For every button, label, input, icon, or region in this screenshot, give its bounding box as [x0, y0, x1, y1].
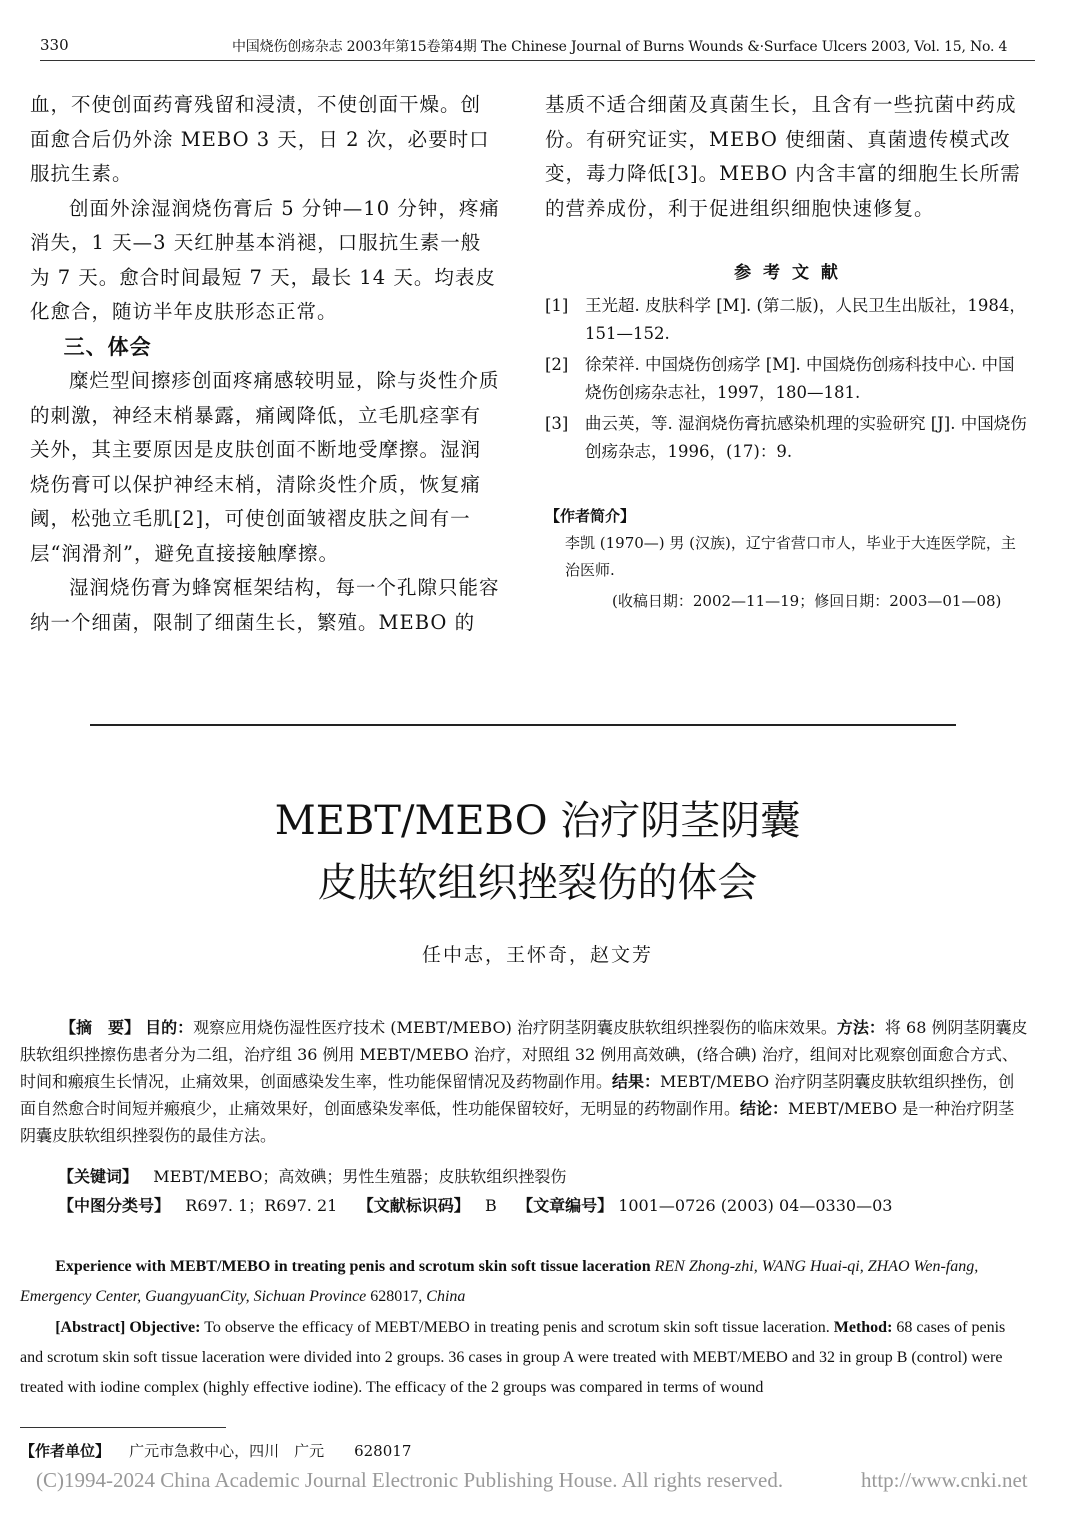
right-column — [545, 88, 1030, 226]
running-title: 中国烧伤创疡杂志 2003年第15卷第4期 The Chinese Journal of Burns Wounds &·Surface Ulcers 2003, Vol. 15, No. 4 — [232, 39, 1008, 55]
keywords-line — [58, 1163, 566, 1190]
reference-text: 王光超. 皮肤科学 [M]. (第二版)，人民卫生出版社，1984，151—152. — [585, 296, 1026, 343]
left-paragraph-4: 湿润烧伤膏为蜂窝框架结构，每一个孔隙只能容纳一个细菌，限制了细菌生长，繁殖。MEBO 的 — [30, 576, 500, 634]
cnki-link[interactable]: http://www.cnki.net — [861, 1468, 1028, 1492]
left-paragraph-1: 血，不使创面药膏残留和浸渍，不使创面干燥。创面愈合后仍外涂 MEBO 3 天，日 2 次，必要时口服抗生素。 — [30, 93, 490, 185]
article-no-value: 1001—0726 (2003) 04—0330—03 — [618, 1196, 893, 1215]
received-date: (收稿日期：2002—11—19；修回日期：2003—01—08) — [612, 592, 1002, 610]
doc-code-label: 【文献标识码】 — [357, 1196, 470, 1215]
reference-text: 徐荣祥. 中国烧伤创疡学 [M]. 中国烧伤创疡科技中心. 中国烧伤创疡杂志社，1997，180—181. — [585, 355, 1015, 402]
header-rule — [40, 60, 1035, 61]
english-postcode: 628017, — [370, 1288, 423, 1305]
english-objective-label: Objective: — [129, 1319, 201, 1336]
section-heading: 三、体会 — [63, 334, 152, 359]
english-abstract-label: [Abstract] — [55, 1319, 126, 1336]
keywords: MEBT/MEBO；高效碘；男性生殖器；皮肤软组织挫裂伤 — [153, 1167, 567, 1186]
reference-number: [3] — [545, 414, 569, 433]
page-number: 330 — [40, 36, 69, 54]
english-objective: To observe the efficacy of MEBT/MEBO in treating penis and scrotum skin soft tissue laceration. — [204, 1319, 830, 1336]
left-paragraph-2: 创面外涂湿润烧伤膏后 5 分钟—10 分钟，疼痛消失，1 天—3 天红肿基本消褪，口服抗生素一般为 7 天。愈合时间最短 7 天，最长 14 天。均表皮化愈合，随访半年皮肤形态正常。 — [30, 196, 500, 323]
reference-number: [2] — [545, 355, 569, 374]
reference-text: 曲云英，等. 湿润烧伤膏抗感染机理的实验研究 [J]. 中国烧伤创疡杂志，1996，(17)：9. — [585, 414, 1027, 461]
reference-number: [1] — [545, 296, 569, 315]
left-column — [30, 88, 500, 640]
reference-item — [545, 410, 1030, 466]
english-title-block — [20, 1252, 1030, 1312]
keywords-label: 【关键词】 — [58, 1167, 139, 1186]
chinese-abstract — [20, 1014, 1030, 1149]
article-title-line-1: MEBT/MEBO 治疗阴茎阴囊 — [274, 798, 801, 844]
article-title-line-2: 皮肤软组织挫裂伤的体会 — [317, 860, 758, 906]
doc-code-value: B — [484, 1196, 497, 1215]
left-paragraph-3: 糜烂型间擦疹创面疼痛感较明显，除与炎性介质的刺激，神经末梢暴露，痛阈降低，立毛肌痉挛有关外，其主要原因是皮肤创面不断地受摩擦。湿润烧伤膏可以保护神经末梢，清除炎性介质，恢复痛阈，松弛立毛肌[2]，可使创面皱褶皮肤之间有一层“润滑剂”，避免直接接触摩擦。 — [30, 369, 500, 565]
footnote-rule — [20, 1427, 226, 1428]
affiliation-line — [20, 1440, 411, 1461]
reference-item — [545, 351, 1030, 407]
abstract-conclusion-label: 结论： — [740, 1099, 789, 1118]
copyright-notice: (C)1994-2024 China Academic Journal Electronic Publishing House. All rights reserved. — [36, 1468, 784, 1492]
abstract-label: 【摘 要】 — [60, 1018, 141, 1037]
clc-label: 【中图分类号】 — [58, 1196, 171, 1215]
english-method-label: Method: — [833, 1319, 893, 1336]
english-country: China — [426, 1288, 466, 1305]
reference-item — [545, 292, 1030, 348]
affiliation-text: 广元市急救中心，四川 广元 628017 — [129, 1442, 412, 1460]
article-authors: 任中志，王怀奇，赵文芳 — [421, 944, 653, 966]
article-divider — [90, 724, 956, 726]
author-intro: 李凯 (1970—) 男 (汉族)，辽宁省营口市人，毕业于大连医学院，主治医师. — [565, 534, 1016, 579]
abstract-result-label: 结果： — [612, 1072, 661, 1091]
right-paragraph-1: 基质不适合细菌及真菌生长，且含有一些抗菌中药成份。有研究证实，MEBO 使细菌、真菌遗传模式改变，毒力降低[3]。MEBO 内含丰富的细胞生长所需的营养成份，利于促进组织细胞快速修复。 — [545, 93, 1021, 220]
english-title: Experience with MEBT/MEBO in treating penis and scrotum skin soft tissue laceration — [55, 1258, 651, 1275]
article-no-label: 【文章编号】 — [517, 1196, 614, 1215]
english-method: 68 cases of penis and scrotum skin soft tissue laceration were divided into 2 groups. 36 cases in group A were treated with MEBT/MEBO and 32 in group B (control) were treated with iodine complex (highly effective iodine). The efficacy of the 2 groups was compared in terms of wound — [20, 1319, 1006, 1396]
author-intro-label: 【作者简介】 — [545, 507, 636, 525]
abstract-purpose-label: 目的： — [145, 1018, 194, 1037]
english-abstract — [20, 1313, 1030, 1403]
clc-value: R697. 1；R697. 21 — [185, 1196, 338, 1215]
english-authors-affiliation: REN Zhong-zhi, WANG Huai-qi, ZHAO Wen-fang, Emergency Center, GuangyuanCity, Sichuan Province — [20, 1258, 979, 1305]
abstract-result: MEBT/MEBO 治疗阴茎阴囊皮肤软组织挫伤，创面自然愈合时间短并瘢痕少，止痛效果好，创面感染发率低，性功能保留较好，无明显的药物副作用。 — [20, 1072, 1015, 1118]
abstract-conclusion: MEBT/MEBO 是一种治疗阴茎阴囊皮肤软组织挫裂伤的最佳方法。 — [20, 1099, 1015, 1145]
classification-line — [58, 1192, 892, 1219]
affiliation-label: 【作者单位】 — [20, 1442, 111, 1460]
references-list — [545, 292, 1030, 469]
abstract-method: 将 68 例阴茎阴囊皮肤软组织挫擦伤患者分为二组，治疗组 36 例用 MEBT/MEBO 治疗，对照组 32 例用高效碘，(络合碘) 治疗，组间对比观察创面愈合方式、时间和瘢痕生长情况，止痛效果，创面感染发生率，性功能保留情况及药物副作用。 — [20, 1018, 1028, 1091]
abstract-method-label: 方法： — [836, 1018, 885, 1037]
abstract-purpose: 观察应用烧伤湿性医疗技术 (MEBT/MEBO) 治疗阴茎阴囊皮肤软组织挫裂伤的临床效果。 — [193, 1018, 837, 1037]
references-heading: 参 考 文 献 — [734, 263, 841, 283]
